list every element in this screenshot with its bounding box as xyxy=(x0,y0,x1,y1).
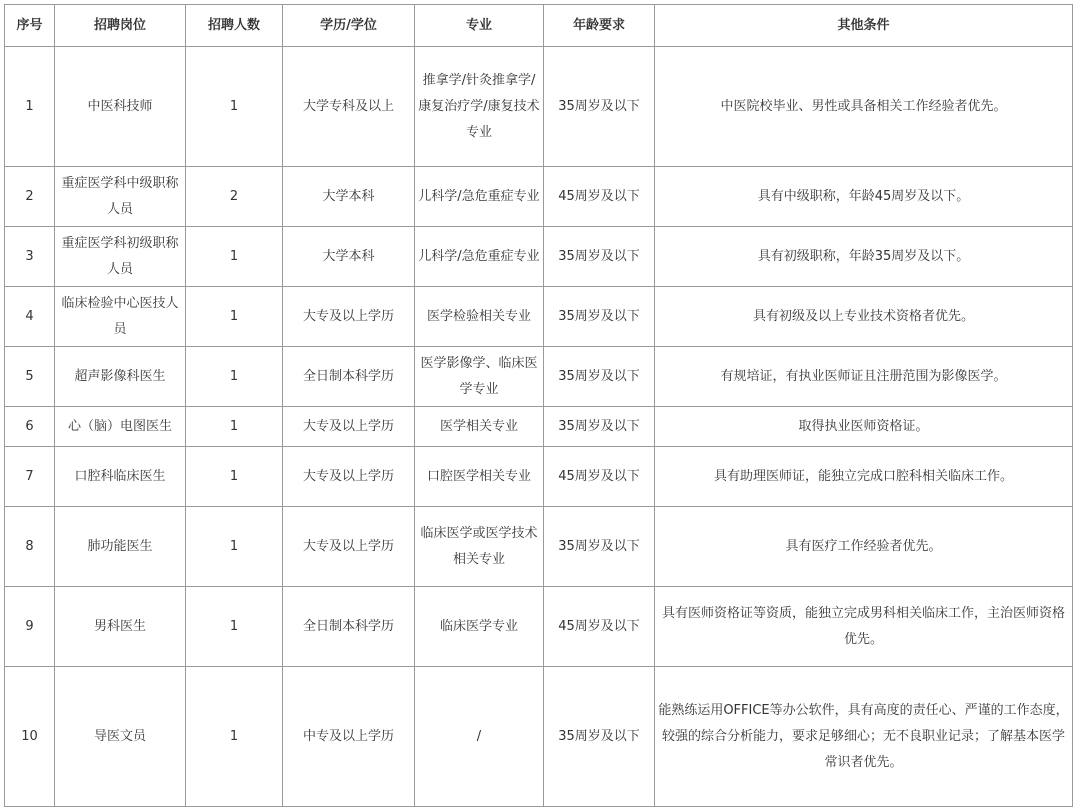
cell-education: 全日制本科学历 xyxy=(283,347,415,407)
cell-headcount: 1 xyxy=(186,447,283,507)
cell-headcount: 1 xyxy=(186,47,283,167)
cell-other: 具有中级职称，年龄45周岁及以下。 xyxy=(655,167,1073,227)
header-index: 序号 xyxy=(5,5,55,47)
cell-position: 超声影像科医生 xyxy=(55,347,186,407)
cell-major: 儿科学/急危重症专业 xyxy=(415,167,544,227)
cell-other: 取得执业医师资格证。 xyxy=(655,407,1073,447)
cell-age: 35周岁及以下 xyxy=(544,667,655,807)
cell-major: 儿科学/急危重症专业 xyxy=(415,227,544,287)
cell-position: 男科医生 xyxy=(55,587,186,667)
cell-education: 大学专科及以上 xyxy=(283,47,415,167)
cell-age: 35周岁及以下 xyxy=(544,507,655,587)
cell-other: 能熟练运用OFFICE等办公软件，具有高度的责任心、严谨的工作态度，较强的综合分析能力，要求足够细心；无不良职业记录；了解基本医学常识者优先。 xyxy=(655,667,1073,807)
cell-position: 肺功能医生 xyxy=(55,507,186,587)
table-row xyxy=(5,287,1073,347)
header-age: 年龄要求 xyxy=(544,5,655,47)
header-position: 招聘岗位 xyxy=(55,5,186,47)
cell-other: 中医院校毕业、男性或具备相关工作经验者优先。 xyxy=(655,47,1073,167)
cell-position: 导医文员 xyxy=(55,667,186,807)
cell-position: 重症医学科中级职称人员 xyxy=(55,167,186,227)
cell-index: 1 xyxy=(5,47,55,167)
cell-other: 具有医疗工作经验者优先。 xyxy=(655,507,1073,587)
table-row xyxy=(5,47,1073,167)
cell-education: 全日制本科学历 xyxy=(283,587,415,667)
table-row xyxy=(5,167,1073,227)
cell-index: 3 xyxy=(5,227,55,287)
cell-index: 9 xyxy=(5,587,55,667)
cell-other: 具有初级及以上专业技术资格者优先。 xyxy=(655,287,1073,347)
cell-index: 8 xyxy=(5,507,55,587)
cell-headcount: 1 xyxy=(186,587,283,667)
cell-headcount: 1 xyxy=(186,287,283,347)
cell-education: 中专及以上学历 xyxy=(283,667,415,807)
cell-other: 具有初级职称，年龄35周岁及以下。 xyxy=(655,227,1073,287)
cell-index: 10 xyxy=(5,667,55,807)
cell-other: 有规培证，有执业医师证且注册范围为影像医学。 xyxy=(655,347,1073,407)
header-row xyxy=(5,5,1073,47)
cell-education: 大专及以上学历 xyxy=(283,507,415,587)
cell-major: 推拿学/针灸推拿学/康复治疗学/康复技术专业 xyxy=(415,47,544,167)
cell-major: / xyxy=(415,667,544,807)
cell-age: 35周岁及以下 xyxy=(544,347,655,407)
cell-index: 4 xyxy=(5,287,55,347)
cell-education: 大专及以上学历 xyxy=(283,287,415,347)
header-major: 专业 xyxy=(415,5,544,47)
cell-major: 医学检验相关专业 xyxy=(415,287,544,347)
cell-education: 大学本科 xyxy=(283,227,415,287)
cell-index: 5 xyxy=(5,347,55,407)
header-other: 其他条件 xyxy=(655,5,1073,47)
cell-major: 临床医学或医学技术相关专业 xyxy=(415,507,544,587)
cell-age: 35周岁及以下 xyxy=(544,227,655,287)
recruitment-table xyxy=(4,4,1073,807)
cell-position: 心（脑）电图医生 xyxy=(55,407,186,447)
cell-headcount: 1 xyxy=(186,407,283,447)
cell-age: 45周岁及以下 xyxy=(544,447,655,507)
cell-education: 大专及以上学历 xyxy=(283,447,415,507)
cell-age: 35周岁及以下 xyxy=(544,407,655,447)
cell-education: 大学本科 xyxy=(283,167,415,227)
cell-position: 口腔科临床医生 xyxy=(55,447,186,507)
cell-position: 重症医学科初级职称人员 xyxy=(55,227,186,287)
cell-education: 大专及以上学历 xyxy=(283,407,415,447)
cell-position: 临床检验中心医技人员 xyxy=(55,287,186,347)
table-row xyxy=(5,667,1073,807)
cell-index: 7 xyxy=(5,447,55,507)
cell-headcount: 1 xyxy=(186,227,283,287)
header-education: 学历/学位 xyxy=(283,5,415,47)
table-row xyxy=(5,227,1073,287)
cell-major: 口腔医学相关专业 xyxy=(415,447,544,507)
cell-other: 具有助理医师证，能独立完成口腔科相关临床工作。 xyxy=(655,447,1073,507)
cell-headcount: 1 xyxy=(186,507,283,587)
cell-position: 中医科技师 xyxy=(55,47,186,167)
cell-age: 35周岁及以下 xyxy=(544,47,655,167)
table-row xyxy=(5,507,1073,587)
cell-headcount: 1 xyxy=(186,667,283,807)
cell-other: 具有医师资格证等资质，能独立完成男科相关临床工作，主治医师资格优先。 xyxy=(655,587,1073,667)
cell-major: 医学影像学、临床医学专业 xyxy=(415,347,544,407)
cell-major: 医学相关专业 xyxy=(415,407,544,447)
table-row xyxy=(5,587,1073,667)
cell-age: 45周岁及以下 xyxy=(544,587,655,667)
cell-major: 临床医学专业 xyxy=(415,587,544,667)
header-headcount: 招聘人数 xyxy=(186,5,283,47)
cell-headcount: 2 xyxy=(186,167,283,227)
cell-headcount: 1 xyxy=(186,347,283,407)
cell-age: 45周岁及以下 xyxy=(544,167,655,227)
cell-index: 2 xyxy=(5,167,55,227)
table-row xyxy=(5,447,1073,507)
cell-age: 35周岁及以下 xyxy=(544,287,655,347)
table-row xyxy=(5,407,1073,447)
cell-index: 6 xyxy=(5,407,55,447)
table-row xyxy=(5,347,1073,407)
